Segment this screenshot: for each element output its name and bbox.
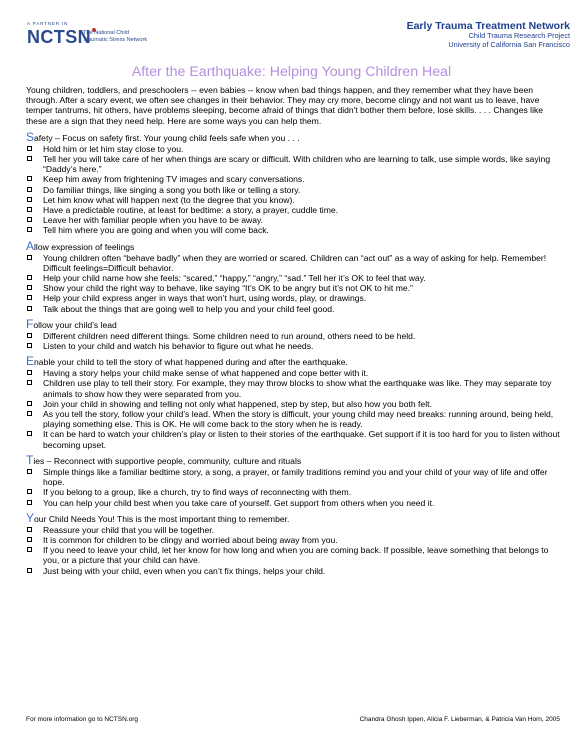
bullet-list bbox=[26, 253, 560, 314]
list-item-text: Hold him or let him stay close to you. bbox=[43, 143, 184, 154]
checkbox-bullet-icon bbox=[27, 489, 32, 494]
list-item-text: Do familiar things, like singing a song you both like or telling a story. bbox=[43, 184, 301, 195]
list-item bbox=[26, 429, 560, 449]
list-item bbox=[26, 368, 560, 378]
list-item bbox=[26, 498, 560, 508]
section-heading bbox=[26, 129, 560, 144]
list-item bbox=[26, 467, 560, 487]
org-name: Early Trauma Treatment Network bbox=[406, 20, 570, 32]
bullet-list bbox=[26, 331, 560, 351]
section-initial: A bbox=[26, 238, 35, 253]
checkbox-bullet-icon bbox=[27, 217, 32, 222]
sections-container bbox=[26, 129, 560, 576]
checkbox-bullet-icon bbox=[27, 285, 32, 290]
intro-paragraph: Young children, toddlers, and preschoolers -- even babies -- know when bad things happen, and they remember what they have been through. After a scary event, we often see changes in their behavior. They may cry more, become clingy and not want us to leave, have temper tantrums, hit others, have problems sleeping, become afraid of things that didn't bother them before, lose skills. . . . Changes like these are a sign that they need help. Here are some ways you can help them. bbox=[26, 85, 544, 126]
section bbox=[26, 452, 560, 508]
list-item bbox=[26, 293, 560, 303]
bullet-list bbox=[26, 368, 560, 450]
section bbox=[26, 129, 560, 236]
list-item-text: You can help your child best when you take care of yourself. Get support from others when you need it. bbox=[43, 497, 435, 508]
list-item-text: Join your child in showing and telling not only what happened, step by step, but also how you both felt. bbox=[43, 398, 432, 409]
list-item-text: Tell her you will take care of her when things are scary or difficult. With children who are learning to talk, use simple words, like saying “Daddy’s here.” bbox=[43, 154, 551, 175]
checkbox-bullet-icon bbox=[27, 431, 32, 436]
logo-desc-line: The National Child bbox=[83, 30, 130, 36]
list-item-text: Listen to your child and watch his behavior to figure out what he needs. bbox=[43, 341, 314, 352]
section-heading-text: our Child Needs You! This is the most important thing to remember. bbox=[34, 513, 290, 524]
checkbox-bullet-icon bbox=[27, 227, 32, 232]
logo-tagline: A PARTNER IN bbox=[27, 21, 69, 26]
checkbox-bullet-icon bbox=[27, 197, 32, 202]
list-item bbox=[26, 215, 560, 225]
checkbox-bullet-icon bbox=[27, 187, 32, 192]
list-item bbox=[26, 341, 560, 351]
list-item-text: Children use play to tell their story. For example, they may throw blocks to show what the earthquake was like. They may separate toy animals to show how they were separated from you. bbox=[43, 378, 552, 399]
logo-desc-line: Traumatic Stress Network bbox=[83, 36, 148, 43]
list-item bbox=[26, 273, 560, 283]
checkbox-bullet-icon bbox=[27, 411, 32, 416]
list-item-text: Just being with your child, even when you can’t fix things, helps your child. bbox=[43, 565, 326, 576]
list-item bbox=[26, 525, 560, 535]
section-initial: F bbox=[26, 316, 34, 331]
section-initial: E bbox=[26, 354, 35, 369]
list-item bbox=[26, 304, 560, 314]
checkbox-bullet-icon bbox=[27, 146, 32, 151]
checkbox-bullet-icon bbox=[27, 500, 32, 505]
list-item bbox=[26, 225, 560, 235]
logo-description bbox=[83, 30, 147, 43]
list-item-text: Young children often “behave badly” when they are worried or scared. Children can “act out” as a way of asking for help. Remember! Difficult feelings=Difficult behavior. bbox=[43, 252, 547, 273]
list-item bbox=[26, 253, 560, 273]
section-heading bbox=[26, 452, 560, 467]
list-item-text: Talk about the things that are going well to help you and your child feel good. bbox=[43, 303, 335, 314]
section-initial: T bbox=[26, 452, 34, 467]
checkbox-bullet-icon bbox=[27, 207, 32, 212]
section bbox=[26, 316, 560, 352]
checkbox-bullet-icon bbox=[27, 275, 32, 280]
section bbox=[26, 238, 560, 314]
bullet-list bbox=[26, 525, 560, 576]
list-item bbox=[26, 399, 560, 409]
checkbox-bullet-icon bbox=[27, 380, 32, 385]
section-heading bbox=[26, 356, 560, 368]
nctsn-logo bbox=[27, 21, 177, 55]
section-heading-text: ies – Reconnect with supportive people, community, culture and rituals bbox=[33, 455, 302, 466]
checkbox-bullet-icon bbox=[27, 343, 32, 348]
section-heading-text: ollow your child’s lead bbox=[33, 319, 117, 330]
document-body bbox=[26, 85, 560, 576]
section-heading-text: llow expression of feelings bbox=[34, 241, 135, 252]
list-item-text: Simple things like a familiar bedtime story, a song, a prayer, or family traditions remind you and your child of your way of life and offer hope. bbox=[43, 466, 548, 488]
checkbox-bullet-icon bbox=[27, 255, 32, 260]
checkbox-bullet-icon bbox=[27, 333, 32, 338]
checkbox-bullet-icon bbox=[27, 370, 32, 375]
list-item-text: Tell him where you are going and when you will come back. bbox=[43, 225, 269, 236]
list-item-text: Having a story helps your child make sense of what happened and cope better with it. bbox=[43, 368, 369, 379]
list-item bbox=[26, 566, 560, 576]
checkbox-bullet-icon bbox=[27, 547, 32, 552]
section-heading-text: nable your child to tell the story of what happened during and after the earthquake. bbox=[34, 357, 348, 368]
checkbox-bullet-icon bbox=[27, 401, 32, 406]
section bbox=[26, 356, 560, 450]
list-item bbox=[26, 535, 560, 545]
page-title: After the Earthquake: Helping Young Children Heal bbox=[131, 64, 452, 80]
list-item-text: Different children need different things. Some children need to run around, others need to be held. bbox=[43, 330, 416, 341]
list-item bbox=[26, 409, 560, 429]
section-initial: Y bbox=[26, 510, 35, 525]
list-item-text: If you belong to a group, like a church, try to find ways of reconnecting with them. bbox=[43, 487, 352, 498]
footer-info: For more information go to NCTSN.org bbox=[26, 716, 138, 723]
list-item bbox=[26, 154, 560, 174]
checkbox-bullet-icon bbox=[27, 537, 32, 542]
list-item bbox=[26, 283, 560, 293]
checkbox-bullet-icon bbox=[27, 176, 32, 181]
checkbox-bullet-icon bbox=[27, 156, 32, 161]
list-item-text: Let him know what will happen next (to the degree that you know). bbox=[43, 194, 295, 205]
list-item-text: Have a predictable routine, at least for bedtime: a story, a prayer, cuddle time. bbox=[43, 205, 339, 216]
section-heading bbox=[26, 510, 560, 525]
list-item-text: Reassure your child that you will be together. bbox=[43, 524, 215, 535]
list-item bbox=[26, 174, 560, 184]
checkbox-bullet-icon bbox=[27, 568, 32, 573]
list-item-text: Show your child the right way to behave, like saying “It’s OK to be angry but it’s not OK to hit me.” bbox=[43, 283, 413, 294]
section-heading bbox=[26, 316, 560, 331]
bullet-list bbox=[26, 467, 560, 508]
logo-mark-text: NCTSN bbox=[27, 27, 91, 47]
list-item-text: Help your child express anger in ways that won’t hurt, using words, play, or drawings. bbox=[43, 293, 367, 304]
footer-credits: Chandra Ghosh Ippen, Alicia F. Lieberman, & Patricia Van Horn, 2005 bbox=[359, 716, 560, 723]
list-item-text: It can be hard to watch your children’s play or listen to their stories of the earthquake. Get support if it is too hard for you to listen without becoming upset. bbox=[43, 429, 560, 450]
list-item bbox=[26, 205, 560, 215]
section bbox=[26, 510, 560, 576]
org-line: Child Trauma Research Project bbox=[468, 31, 570, 40]
list-item bbox=[26, 331, 560, 341]
list-item bbox=[26, 378, 560, 398]
section-heading-text: afety – Focus on safety first. Your young child feels safe when you . . . bbox=[34, 132, 300, 143]
organization-block bbox=[407, 20, 570, 49]
section-initial: S bbox=[26, 129, 35, 144]
checkbox-bullet-icon bbox=[27, 295, 32, 300]
list-item bbox=[26, 545, 560, 565]
list-item bbox=[26, 195, 560, 205]
list-item bbox=[26, 487, 560, 497]
list-item-text: It is common for children to be clingy and worried about being away from you. bbox=[43, 534, 338, 545]
list-item-text: Leave her with familiar people when you have to be away. bbox=[43, 215, 264, 226]
list-item-text: As you tell the story, follow your child’s lead. When the story is difficult, your young child may need breaks: running around, being held, playing something else. This is OK. He will come back to the story when he is ready. bbox=[43, 409, 554, 430]
checkbox-bullet-icon bbox=[27, 527, 32, 532]
list-item-text: Help your child name how she feels: “scared,” “happy,” “angry,” “sad.” Tell her it’s OK to feel that way. bbox=[43, 273, 426, 284]
checkbox-bullet-icon bbox=[27, 306, 32, 311]
bullet-list bbox=[26, 144, 560, 236]
section-heading bbox=[26, 238, 560, 253]
org-line: University of California San Francisco bbox=[448, 39, 570, 49]
checkbox-bullet-icon bbox=[27, 469, 32, 474]
list-item-text: Keep him away from frightening TV images and scary conversations. bbox=[43, 174, 305, 185]
list-item bbox=[26, 185, 560, 195]
list-item bbox=[26, 144, 560, 154]
list-item-text: If you need to leave your child, let her know for how long and when you are coming back. If possible, leave something that belongs to you, or a picture that your child can have. bbox=[43, 545, 549, 566]
